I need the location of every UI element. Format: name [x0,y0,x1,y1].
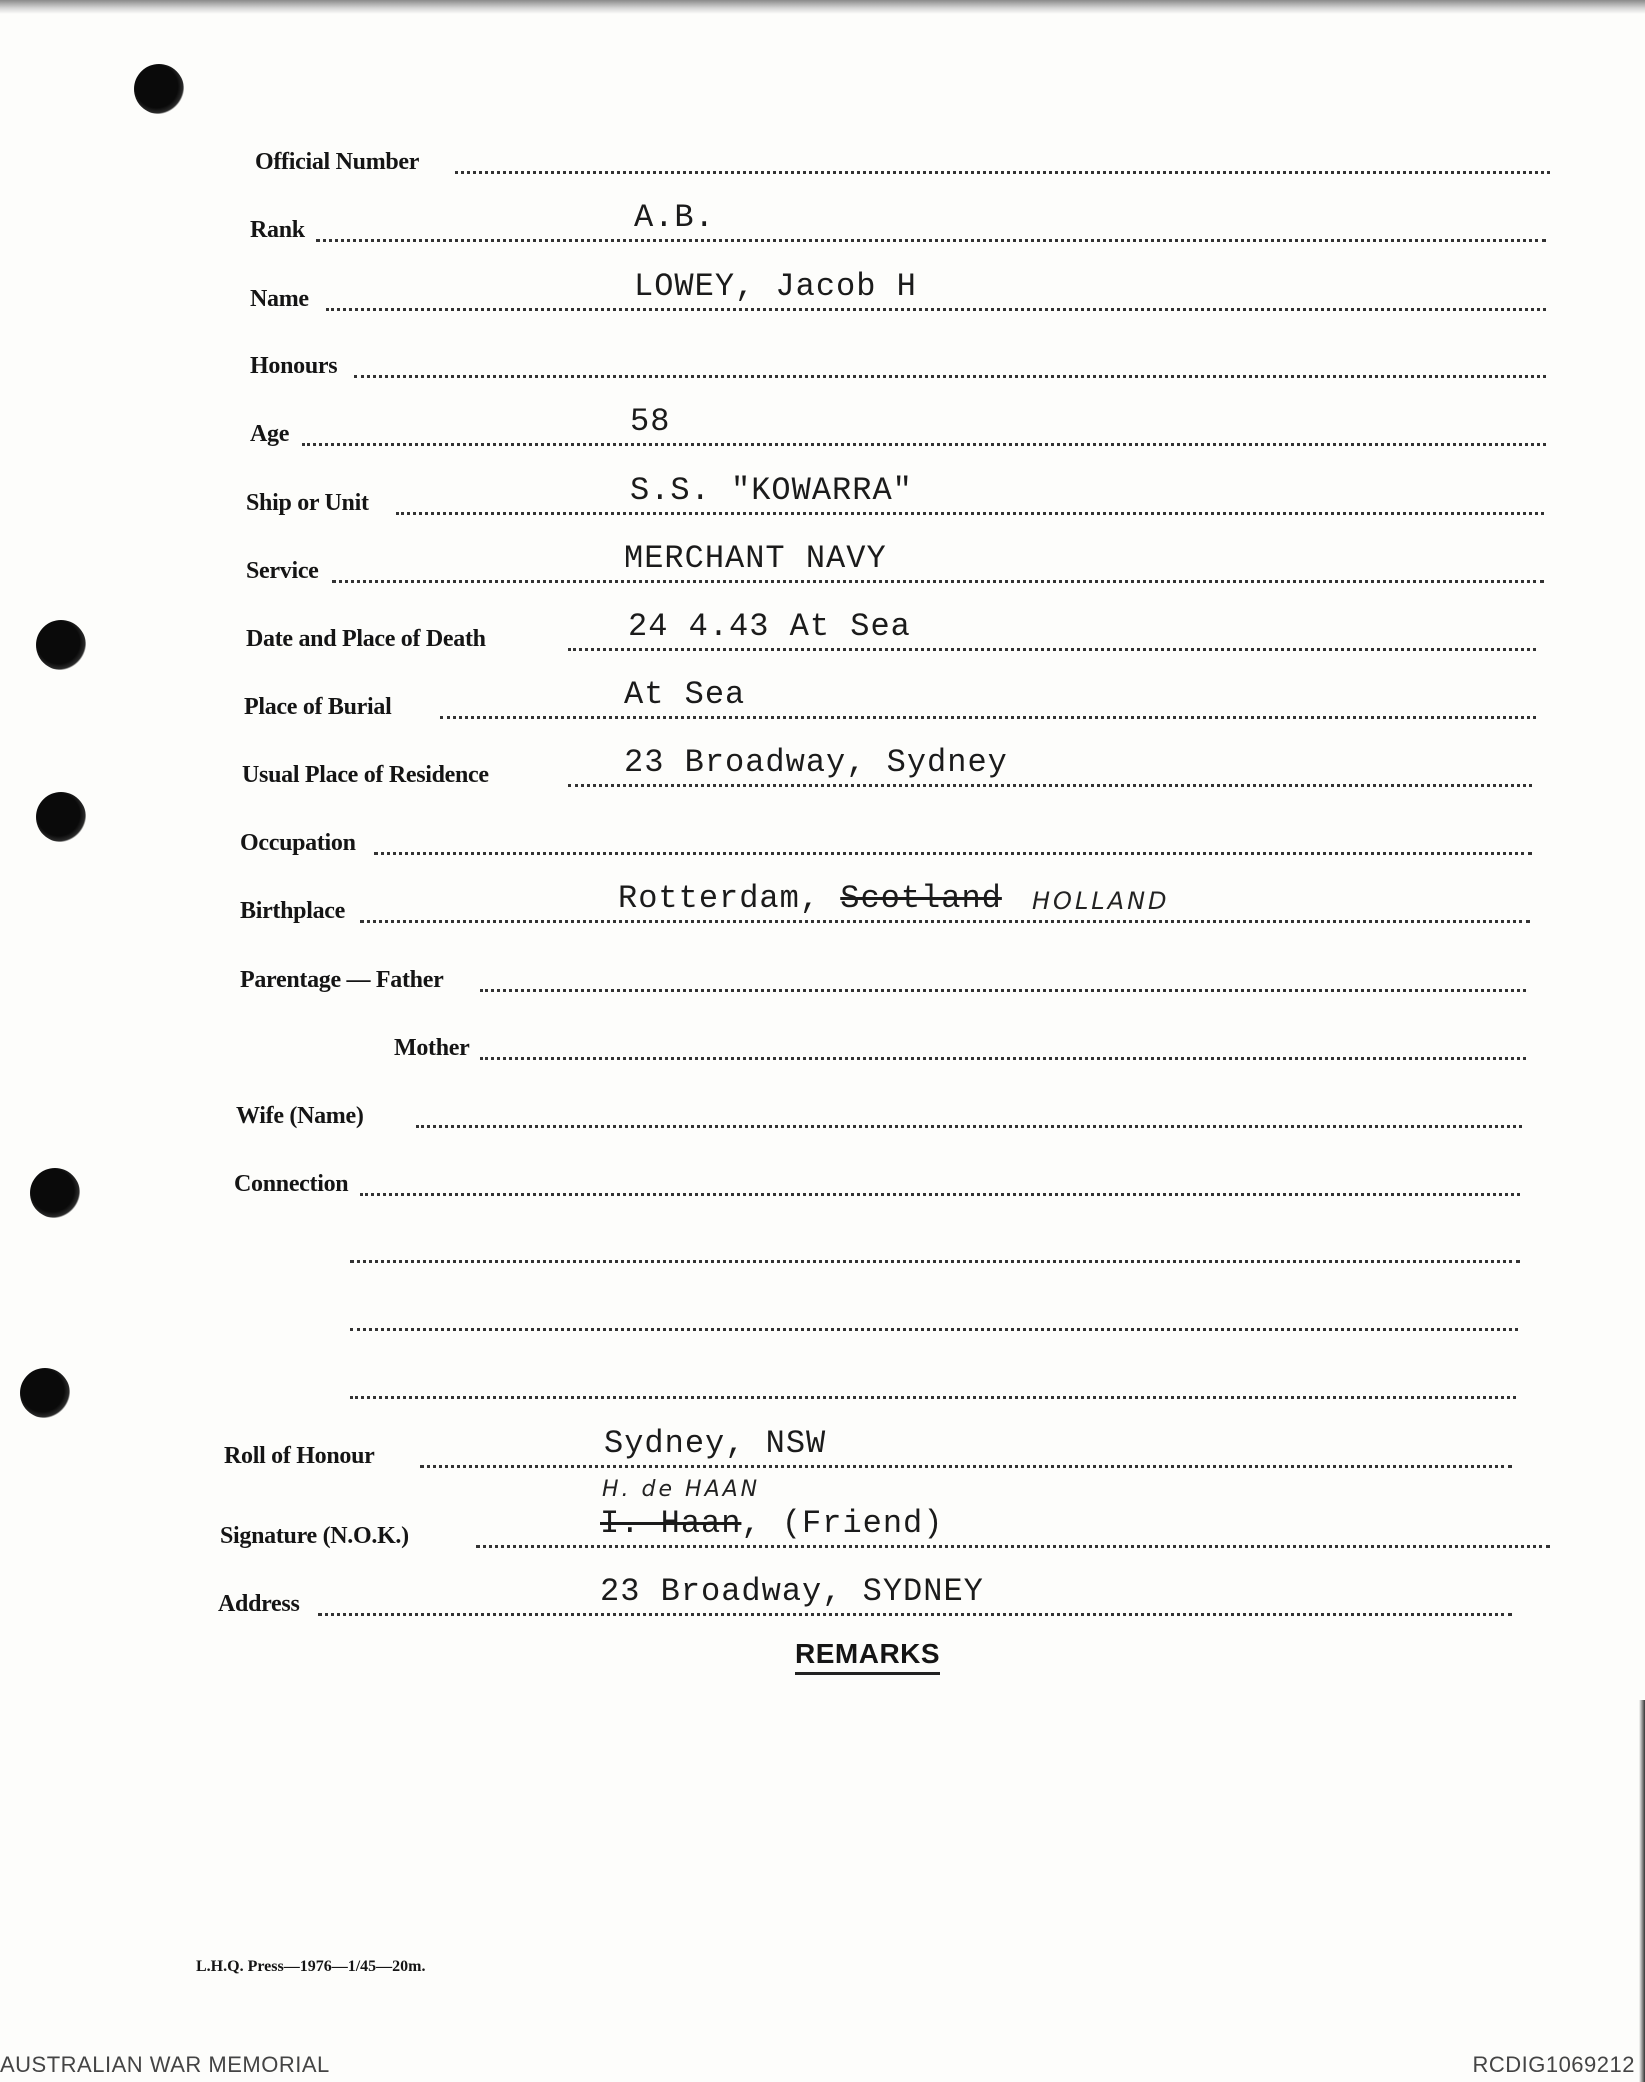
birthplace-handwritten: HOLLAND [1032,887,1170,915]
field-label: Official Number [255,149,420,175]
scan-edge-top [0,0,1645,14]
signature-value [600,1505,943,1542]
field-label: Rank [250,217,305,243]
service-value: MERCHANT NAVY [624,540,887,577]
field-age [250,390,1546,450]
field-label: Date and Place of Death [246,626,486,652]
death-value: 24 4.43 At Sea [628,608,911,645]
connection-line-2 [350,1207,1520,1267]
field-honours [250,322,1546,382]
rank-value: A.B. [634,199,715,236]
field-ship [246,459,1544,519]
field-label: Address [218,1591,300,1617]
field-label: Ship or Unit [246,490,369,516]
punch-hole-4 [30,1168,80,1218]
field-address [218,1560,1512,1620]
remarks-heading: REMARKS [795,1638,940,1675]
field-label: Birthplace [240,898,345,924]
field-signature [220,1477,1550,1552]
print-code: L.H.Q. Press—1976—1/45—20m. [196,1958,426,1975]
roll-value: Sydney, NSW [604,1425,827,1462]
scan-edge-right [1639,1700,1645,2082]
field-label: Occupation [240,830,356,856]
birthplace-struck: Scotland [840,880,1002,917]
field-death [246,595,1536,655]
field-service [246,527,1544,587]
ship-value: S.S. "KOWARRA" [630,472,913,509]
field-burial [244,663,1536,723]
field-roll-of-honour [224,1412,1512,1472]
field-label: Signature (N.O.K.) [220,1523,409,1549]
field-label: Connection [234,1171,349,1197]
field-label: Service [246,558,319,584]
field-connection [234,1140,1520,1200]
field-label: Honours [250,353,338,379]
age-value: 58 [630,403,671,440]
field-birthplace [240,867,1530,927]
punch-hole-5 [20,1368,70,1418]
burial-value: At Sea [624,676,746,713]
punch-hole-1 [134,64,184,114]
field-label: Place of Burial [244,694,392,720]
field-label: Roll of Honour [224,1443,375,1469]
field-label: Usual Place of Residence [242,762,489,788]
field-name [250,255,1546,315]
name-value: LOWEY, Jacob H [634,268,917,305]
residence-value: 23 Broadway, Sydney [624,744,1008,781]
punch-hole-2 [36,620,86,670]
punch-hole-3 [36,792,86,842]
field-residence [242,731,1532,791]
connection-line-4 [350,1343,1516,1403]
field-official-number [255,118,1550,178]
birthplace-city: Rotterdam, [618,880,821,917]
archive-caption: AUSTRALIAN WAR MEMORIAL [0,2052,330,2077]
signature-relation: , (Friend) [741,1505,944,1542]
field-label: Name [250,286,309,312]
field-occupation [240,799,1532,859]
field-wife [236,1072,1522,1132]
address-value: 23 Broadway, SYDNEY [600,1573,984,1610]
signature-struck: I. Haan [600,1505,742,1542]
field-label: Mother [394,1035,470,1061]
field-label: Parentage — Father [240,967,444,993]
field-label: Age [250,421,290,447]
field-father [240,936,1526,996]
field-mother [394,1004,1526,1064]
image-id-caption: RCDIG1069212 [1472,2052,1635,2077]
birthplace-value [618,880,1002,917]
connection-line-3 [350,1275,1518,1335]
field-label: Wife (Name) [236,1103,364,1129]
field-rank [250,186,1546,246]
signature-handwritten: H. de HAAN [602,1477,761,1502]
